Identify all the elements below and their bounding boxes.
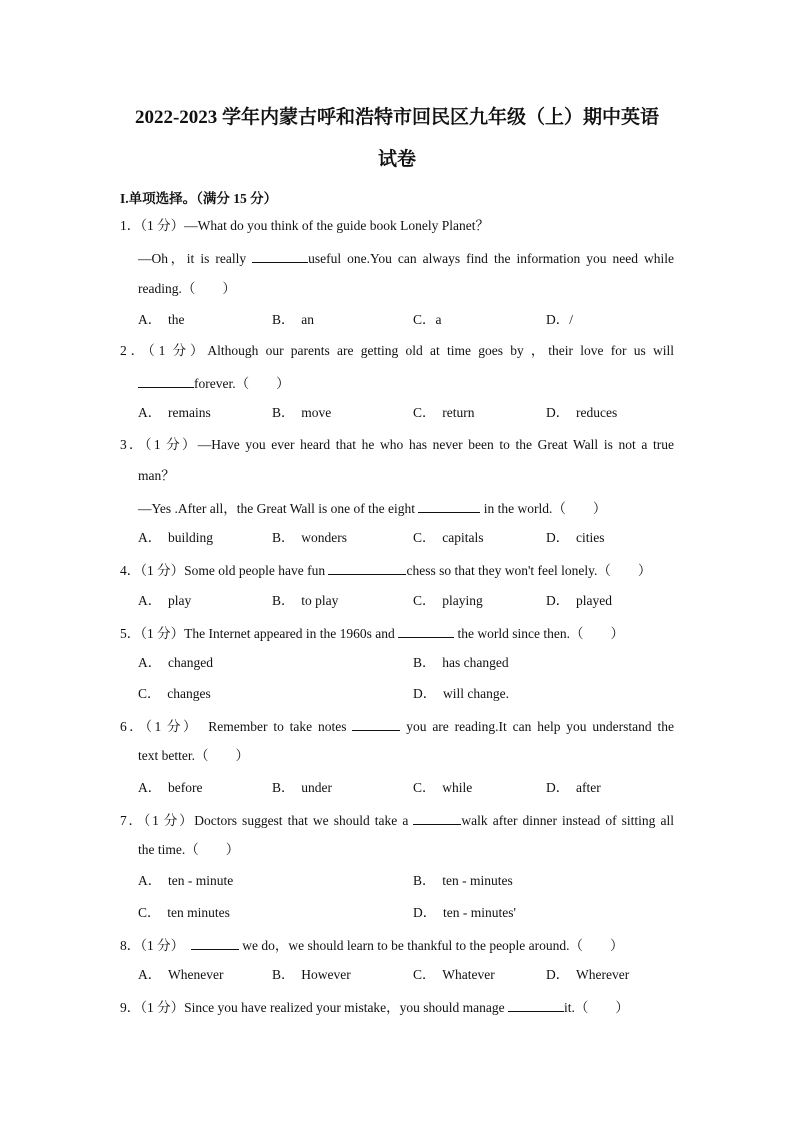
q4-option-a[interactable]: A． play bbox=[138, 593, 192, 608]
question-2: 2．（1 分）Although our parents are getting old at time goes by ，their love for us will bbox=[120, 343, 674, 358]
q1-option-a[interactable]: A． the bbox=[138, 312, 185, 327]
answer-blank bbox=[508, 999, 564, 1012]
question-7: 7．（1 分）Doctors suggest that we should take a walk after dinner instead of sitting all bbox=[120, 813, 674, 828]
q4-option-c[interactable]: C． playing bbox=[413, 593, 483, 608]
q6-option-c[interactable]: C． while bbox=[413, 780, 473, 795]
q5-option-c[interactable]: C． changes bbox=[138, 686, 211, 701]
q2-option-c[interactable]: C． return bbox=[413, 405, 475, 420]
question-1-line3: reading.（ ） bbox=[138, 281, 236, 296]
q1-option-c[interactable]: C．a bbox=[413, 312, 442, 327]
q2-option-a[interactable]: A． remains bbox=[138, 405, 211, 420]
answer-blank bbox=[252, 250, 308, 263]
question-1-stem: —What do you think of the guide book Lonely Planet？ bbox=[184, 218, 489, 233]
question-1 bbox=[120, 219, 489, 233]
q2-option-b[interactable]: B． move bbox=[272, 405, 332, 420]
section-heading: I.单项选择。（满分 15 分） bbox=[120, 191, 278, 206]
q3-option-a[interactable]: A． building bbox=[138, 530, 214, 545]
question-3: 3．（1 分）—Have you ever heard that he who has never been to the Great Wall is not a true bbox=[120, 437, 674, 452]
q1-option-d[interactable]: D．/ bbox=[546, 312, 573, 327]
q5-option-d[interactable]: D． will change. bbox=[413, 686, 509, 701]
q3-option-b[interactable]: B． wonders bbox=[272, 530, 347, 545]
question-1-line2: —Oh，it is really useful one.You can always find the information you need while bbox=[138, 251, 674, 266]
answer-blank bbox=[418, 500, 480, 513]
question-3-line3: —Yes .After all，the Great Wall is one of the eight in the world.（ ） bbox=[138, 501, 607, 516]
q7-option-c[interactable]: C． ten minutes bbox=[138, 905, 230, 920]
question-8: 8．（1 分） we do，we should learn to be thankful to the people around.（ ） bbox=[120, 938, 624, 953]
page-title-continued: 试卷 bbox=[377, 149, 416, 170]
answer-blank bbox=[398, 625, 454, 638]
q5-option-b[interactable]: B． has changed bbox=[413, 655, 509, 670]
question-2-line2: forever.（ ） bbox=[138, 375, 290, 391]
q7-option-a[interactable]: A． ten - minute bbox=[138, 873, 234, 888]
question-5: 5．（1 分）The Internet appeared in the 1960s and the world since then.（ ） bbox=[120, 626, 625, 641]
q4-option-d[interactable]: D． played bbox=[546, 593, 612, 608]
q5-option-a[interactable]: A． changed bbox=[138, 655, 213, 670]
question-9: 9．（1 分）Since you have realized your mistake，you should manage it.（ ） bbox=[120, 1000, 629, 1015]
q6-option-d[interactable]: D． after bbox=[546, 780, 601, 795]
question-3-line2: man？ bbox=[138, 468, 175, 483]
q8-option-d[interactable]: D． Wherever bbox=[546, 967, 630, 982]
q8-option-a[interactable]: A． Whenever bbox=[138, 967, 224, 982]
q7-option-d[interactable]: D． ten - minutes' bbox=[413, 905, 516, 920]
question-6-line2: text better.（ ） bbox=[138, 748, 249, 763]
q7-option-b[interactable]: B． ten - minutes bbox=[413, 873, 513, 888]
answer-blank bbox=[328, 562, 406, 575]
q3-option-d[interactable]: D． cities bbox=[546, 530, 605, 545]
q6-option-a[interactable]: A． before bbox=[138, 780, 203, 795]
q3-option-c[interactable]: C． capitals bbox=[413, 530, 484, 545]
question-6: 6．（1 分） Remember to take notes you are reading.It can help you understand the bbox=[120, 719, 674, 734]
q4-option-b[interactable]: B． to play bbox=[272, 593, 339, 608]
q2-option-d[interactable]: D． reduces bbox=[546, 405, 618, 420]
q8-option-b[interactable]: B． However bbox=[272, 967, 351, 982]
question-1-number: 1．（1 分） bbox=[120, 218, 185, 233]
answer-blank bbox=[413, 812, 461, 825]
answer-blank bbox=[138, 375, 194, 388]
question-4: 4．（1 分）Some old people have fun chess so that they won't feel lonely.（ ） bbox=[120, 563, 652, 578]
page-title: 2022-2023 学年内蒙古呼和浩特市回民区九年级（上）期中英语 bbox=[134, 107, 660, 128]
q8-option-c[interactable]: C． Whatever bbox=[413, 967, 495, 982]
question-7-line2: the time.（ ） bbox=[138, 842, 240, 857]
answer-blank bbox=[191, 937, 239, 950]
q6-option-b[interactable]: B． under bbox=[272, 780, 332, 795]
q1-option-b[interactable]: B． an bbox=[272, 312, 314, 327]
answer-blank bbox=[352, 718, 400, 731]
